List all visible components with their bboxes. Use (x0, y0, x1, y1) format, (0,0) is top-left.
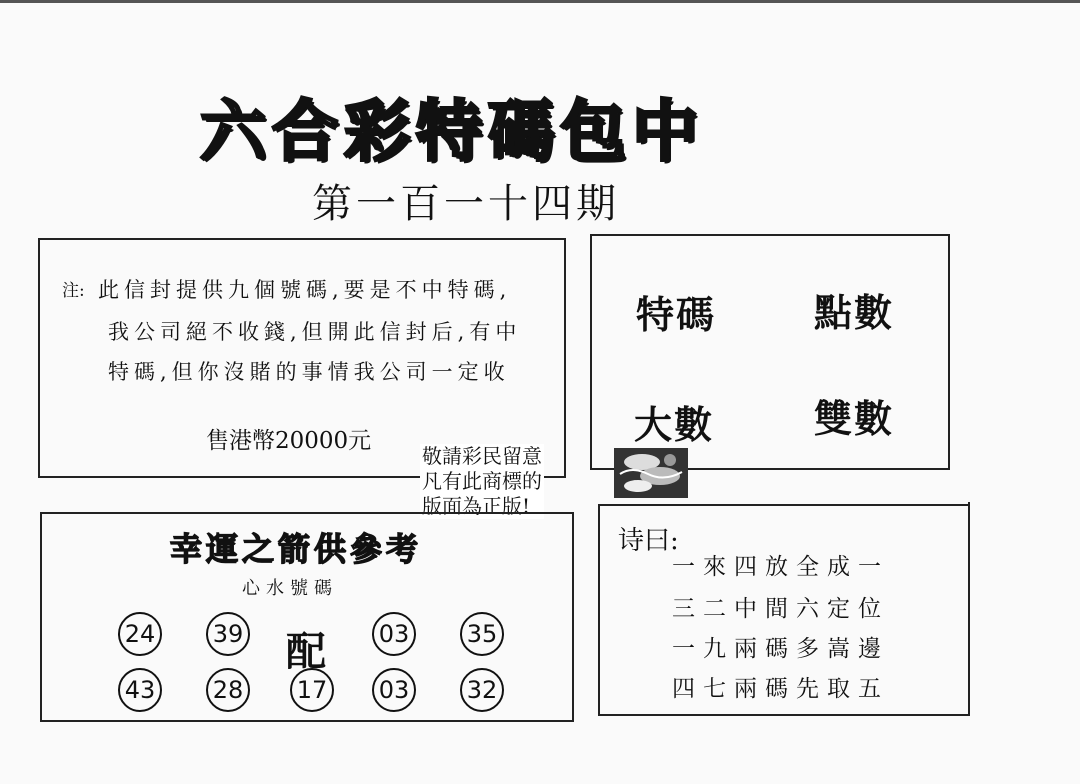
lucky-heading: 幸運之箭供參考 (170, 530, 423, 568)
poem-line-3: 一九兩碼多嵩邊 (672, 636, 889, 662)
poem-label: 诗曰: (618, 526, 679, 556)
number-ball: 39 (206, 612, 250, 656)
poem-line-4: 四七兩碼先取五 (672, 676, 889, 702)
trademark-notice (420, 444, 544, 519)
lucky-subheading: 心水號碼 (242, 578, 338, 599)
number-ball: 28 (206, 668, 250, 712)
notice-line-2: 我公司絕不收錢,但開此信封后,有中 (108, 320, 522, 344)
even-number-label: 雙數 (814, 397, 895, 441)
number-ball: 32 (460, 668, 504, 712)
price-text: 售港幣20000元 (206, 428, 372, 454)
trademark-line-3: 版面為正版! (422, 494, 531, 518)
page-title: 六合彩特碼包中 (200, 93, 704, 170)
notice-line-1: 此信封提供九個號碼,要是不中特碼, (98, 278, 512, 302)
trademark-line-1: 敬請彩民留意 (422, 444, 542, 468)
poem-line-2: 三二中間六定位 (672, 596, 889, 622)
notice-line-3: 特碼,但你沒賭的事情我公司一定收 (108, 360, 510, 384)
notice-prefix: 注: (62, 281, 85, 301)
lucky-numbers-box (40, 512, 574, 722)
number-ball: 17 (290, 668, 334, 712)
poem-line-1: 一來四放全成一 (672, 554, 889, 580)
number-ball: 43 (118, 668, 162, 712)
number-ball: 03 (372, 668, 416, 712)
number-ball: 03 (372, 612, 416, 656)
issue-number: 第一百一十四期 (312, 181, 620, 227)
poem-box (598, 504, 970, 716)
poem-box-edge (968, 502, 970, 716)
trademark-line-2: 凡有此商標的 (422, 469, 542, 493)
pair-label: 配 (286, 628, 326, 675)
notice-box (38, 238, 566, 478)
number-types-box (590, 234, 950, 470)
number-ball: 24 (118, 612, 162, 656)
number-ball: 35 (460, 612, 504, 656)
trademark-logo-icon (612, 446, 690, 500)
big-number-label: 大數 (634, 403, 715, 447)
points-label: 點數 (814, 291, 895, 335)
top-border (0, 0, 1080, 3)
special-number-label: 特碼 (636, 293, 717, 337)
